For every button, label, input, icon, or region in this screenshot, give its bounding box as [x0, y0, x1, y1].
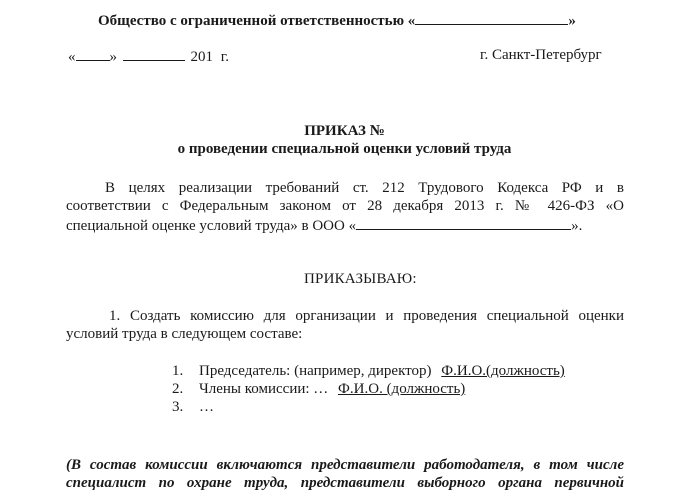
member-item [172, 398, 214, 416]
order-word: ПРИКАЗЫВАЮ: [304, 271, 417, 287]
member-number: 1. [172, 363, 184, 379]
year: 201 [190, 49, 213, 65]
date-line [68, 46, 229, 66]
org-name-blank [415, 10, 568, 25]
preamble-line-3-suffix: ». [571, 218, 583, 234]
date-open-quote: « [68, 49, 76, 65]
member-fill: Ф.И.О.(должность) [441, 363, 565, 379]
day-blank [76, 46, 110, 61]
org-suffix: » [568, 13, 576, 29]
member-label: … [199, 399, 214, 415]
preamble-line-2: соответствии с Федеральным законом от 28 декабря 2013 г. № 426-ФЗ «О [66, 198, 624, 214]
month-blank [123, 46, 185, 61]
member-label: Члены комиссии: … [199, 381, 329, 397]
date-close-quote: » [109, 49, 117, 65]
company-name-blank [356, 215, 571, 230]
member-number: 3. [172, 399, 184, 415]
item1-line-2: условий труда в следующем составе: [66, 326, 303, 342]
year-suffix: г. [220, 49, 229, 65]
preamble-line-3-prefix: специальной оценке условий труда» в ООО « [66, 218, 357, 234]
order-subheading [0, 140, 689, 158]
order-heading-text: ПРИКАЗ № [304, 123, 385, 139]
member-item [172, 380, 465, 398]
member-fill: Ф.И.О. (должность) [338, 381, 466, 397]
note-line-2: специалист по охране труда, представители выборного органа первичной [66, 475, 624, 491]
preamble-line-3 [66, 215, 582, 235]
member-item [172, 362, 565, 380]
preamble-line-1: В целях реализации требований ст. 212 Трудового Кодекса РФ и в [105, 180, 624, 196]
org-prefix: Общество с ограниченной ответственностью « [98, 13, 416, 29]
member-label: Председатель: (например, директор) [199, 363, 432, 379]
order-subheading-text: о проведении специальной оценки условий труда [177, 141, 512, 157]
order-heading [0, 122, 689, 140]
org-header [98, 10, 576, 30]
note-line-1: (В состав комиссии включаются представители работодателя, в том числе [66, 457, 624, 473]
item1-line-1: 1. Создать комиссию для организации и проведения специальной оценки [109, 308, 624, 324]
city: г. Санкт-Петербург [480, 47, 602, 63]
member-number: 2. [172, 381, 184, 397]
